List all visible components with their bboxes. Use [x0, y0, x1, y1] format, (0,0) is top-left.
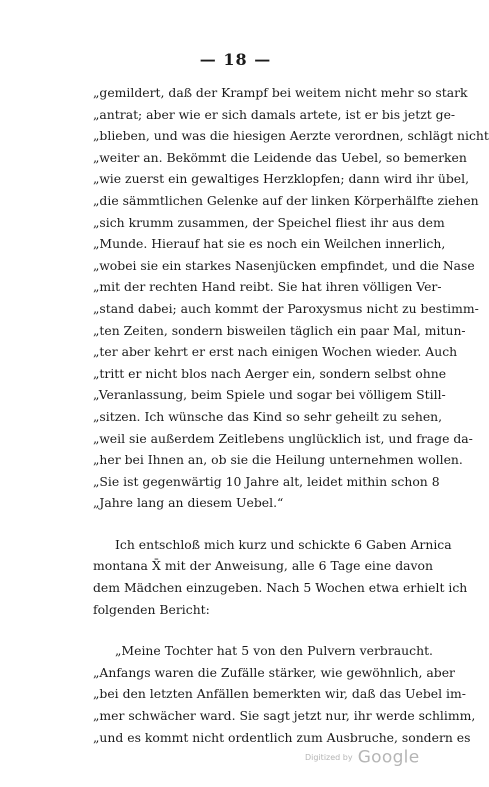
text-line: „Meine Tochter hat 5 von den Pulvern verbraucht.	[115, 643, 433, 659]
text-line: „Sie ist gegenwärtig 10 Jahre alt, leidet mithin schon 8	[93, 473, 440, 489]
text-line: „die sämmtlichen Gelenke auf der linken Körperhälfte ziehen	[93, 192, 479, 208]
text-line: „wie zuerst ein gewaltiges Herzklopfen; dann wird ihr übel,	[93, 171, 470, 187]
text-line: folgenden Bericht:	[93, 601, 210, 617]
text-line: montana X̄ mit der Anweisung, alle 6 Tage eine davon	[93, 558, 433, 574]
text-line: „mer schwächer ward. Sie sagt jetzt nur, ihr werde schlimm,	[93, 708, 476, 724]
text-line: dem Mädchen einzugeben. Nach 5 Wochen etwa erhielt ich	[93, 580, 468, 596]
text-line: „und es kommt nicht ordentlich zum Ausbruche, sondern es	[93, 729, 471, 745]
text-line: „antrat; aber wie er sich damals artete, ist er bis jetzt ge-	[93, 106, 456, 122]
text-line: Ich entschloß mich kurz und schickte 6 Gaben Arnica	[115, 536, 452, 552]
text-line: „sitzen. Ich wünsche das Kind so sehr geheilt zu sehen,	[93, 408, 443, 424]
paragraph-1	[93, 82, 489, 514]
paragraph-2	[93, 534, 468, 620]
text-line: „Munde. Hierauf hat sie es noch ein Weilchen innerlich,	[93, 236, 446, 252]
text-line: „bei den letzten Anfällen bemerkten wir, daß das Uebel im-	[93, 686, 466, 702]
page-number: — 18 —	[199, 50, 272, 69]
digitized-watermark	[305, 747, 419, 768]
paragraph-gap	[93, 620, 433, 640]
text-line: „her bei Ihnen an, ob sie die Heilung unternehmen wollen.	[93, 452, 463, 468]
text-line: „Veranlassung, beim Spiele und sogar bei völligem Still-	[93, 387, 446, 403]
text-line: „weil sie außerdem Zeitlebens unglücklich ist, und frage da-	[93, 430, 473, 446]
text-line: „blieben, und was die hiesigen Aerzte verordnen, schlägt nicht	[93, 128, 489, 144]
text-line: „stand dabei; auch kommt der Paroxysmus nicht zu bestimm-	[93, 300, 479, 316]
paragraph-gap	[93, 514, 433, 534]
text-line: „Jahre lang an diesem Uebel.“	[93, 495, 284, 511]
text-line: „Anfangs waren die Zufälle stärker, wie gewöhnlich, aber	[93, 664, 455, 680]
text-line: „gemildert, daß der Krampf bei weitem nicht mehr so stark	[93, 85, 468, 100]
body-text	[93, 82, 489, 748]
text-line: „ten Zeiten, sondern bisweilen täglich ein paar Mal, mitun-	[93, 322, 466, 338]
text-line: „wobei sie ein starkes Nasenjücken empfindet, und die Nase	[93, 257, 475, 273]
text-line: „tritt er nicht blos nach Aerger ein, sondern selbst ohne	[93, 365, 447, 381]
text-line: „ter aber kehrt er erst nach einigen Wochen wieder. Auch	[93, 344, 458, 360]
text-line: „sich krumm zusammen, der Speichel fliest ihr aus dem	[93, 214, 445, 230]
paragraph-3	[93, 640, 476, 748]
watermark-prefix: Digitized by	[305, 753, 353, 762]
google-logo: Google	[357, 747, 420, 768]
text-line: „mit der rechten Hand reibt. Sie hat ihren völligen Ver-	[93, 279, 442, 295]
text-line: „weiter an. Bekömmt die Leidende das Uebel, so bemerken	[93, 149, 467, 165]
